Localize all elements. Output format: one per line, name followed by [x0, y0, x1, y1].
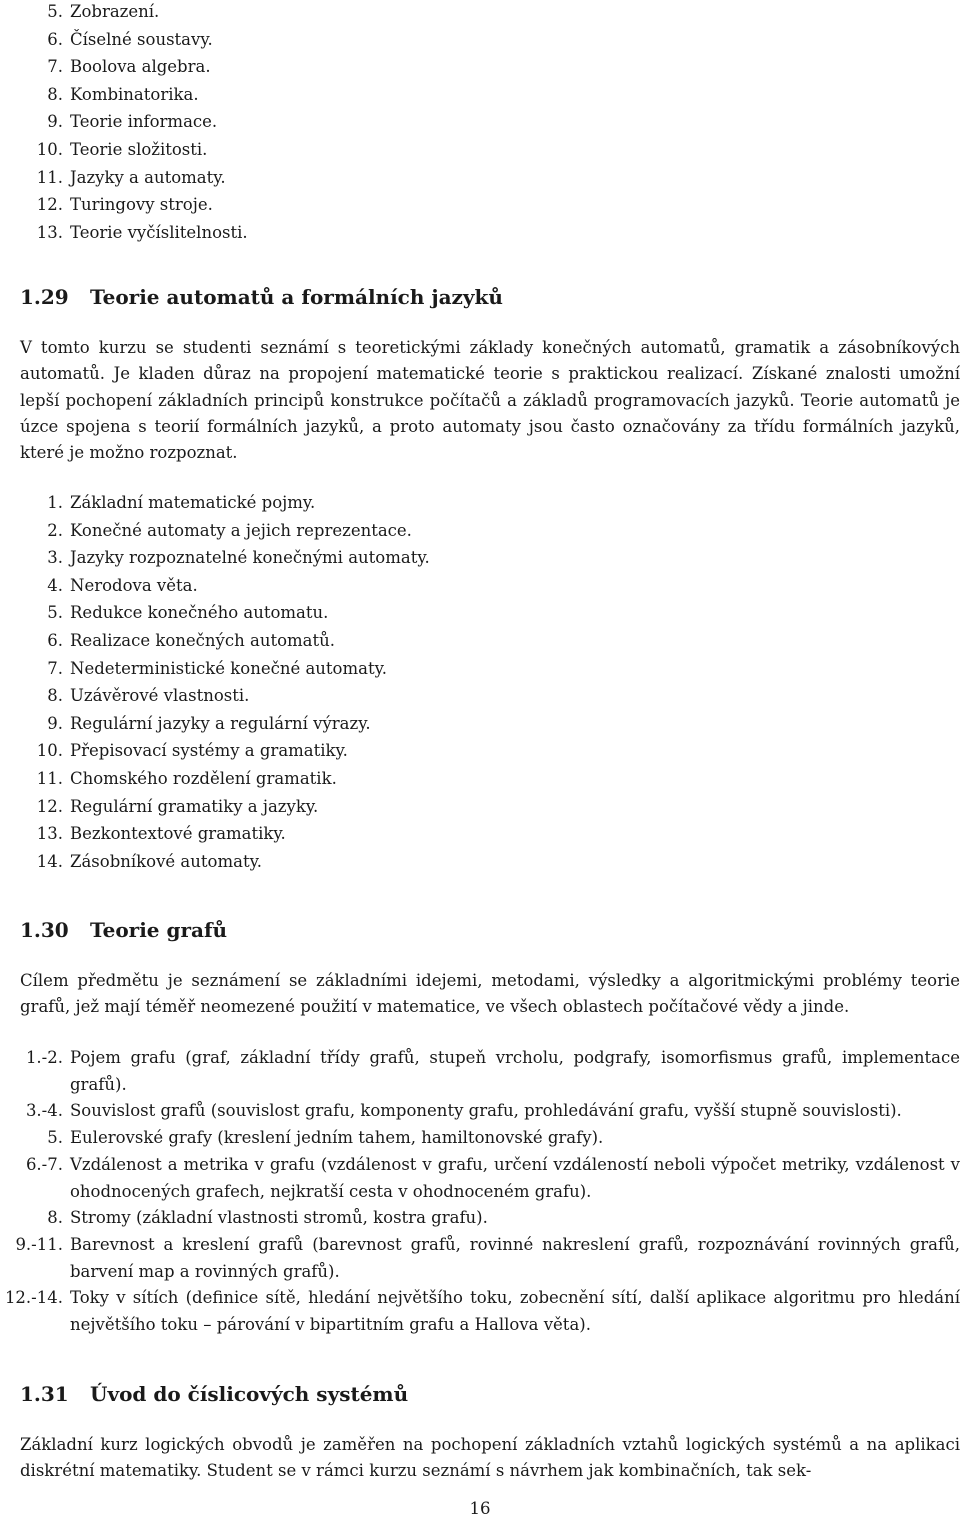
list-item: 8. Kombinatorika.	[47, 84, 199, 104]
list-item: 3. Jazyky rozpoznatelné konečnými automaty.	[47, 548, 430, 568]
list-item: 14. Zásobníkové automaty.	[36, 851, 262, 871]
section-number: 1.30	[20, 918, 69, 942]
list-item: 1.-2. Pojem grafu (graf, základní třídy grafů, stupeň vrcholu, podgrafy, isomorfismus grafů, implementace grafů).	[25, 1048, 960, 1094]
list-item: 12. Turingovy stroje.	[36, 195, 213, 215]
list-item: 3.-4. Souvislost grafů (souvislost grafu, komponenty grafu, prohledávání grafu, vyšší stupně souvislosti).	[25, 1101, 902, 1121]
list-item: 7. Nedeterministické konečné automaty.	[47, 658, 387, 678]
list-item: 8. Stromy (základní vlastnosti stromů, kostra grafu).	[47, 1208, 488, 1228]
list-item: 13. Teorie vyčíslitelnosti.	[36, 222, 248, 242]
list-item: 1. Základní matematické pojmy.	[47, 493, 316, 512]
list-item: 4. Nerodova věta.	[47, 575, 198, 595]
section-number: 1.31	[20, 1382, 69, 1406]
list-item: 10. Teorie složitosti.	[36, 139, 208, 159]
list-item: 8. Uzávěrové vlastnosti.	[47, 686, 250, 706]
section-number: 1.29	[20, 285, 69, 309]
section-title: Úvod do číslicových systémů	[90, 1382, 409, 1406]
section-paragraph: Základní kurz logických obvodů je zaměřen na pochopení základních vztahů logických systémů a na aplikaci diskrétní matematiky. Student se v rámci kurzu seznámí s návrhem jak kombinačních, tak sek-	[20, 1435, 960, 1481]
list-item: 11. Chomského rozdělení gramatik.	[36, 768, 337, 788]
list-item: 7. Boolova algebra.	[47, 57, 211, 77]
list-item: 6. Číselné soustavy.	[47, 29, 213, 49]
list-item: 6.-7. Vzdálenost a metrika v grafu (vzdálenost v grafu, určení vzdáleností neboli výpočet metriky, vzdálenost v ohodnocených grafech, nejkratší cesta v ohodnoceném grafu).	[25, 1154, 960, 1201]
topic-list	[20, 489, 960, 875]
list-item: 2. Konečné automaty a jejich reprezentace.	[47, 520, 412, 540]
list-item: 10. Přepisovací systémy a gramatiky.	[36, 741, 348, 761]
page-number: 16	[469, 1499, 491, 1518]
section-paragraph: Cílem předmětu je seznámení se základními idejemi, metodami, výsledky a algoritmickými problémy teorie grafů, jež mají téměř neomezené použití v matematice, ve všech oblastech počítačové vědy a jinde.	[20, 971, 960, 1017]
topic-list	[4, 1045, 960, 1339]
list-item: 5. Redukce konečného automatu.	[47, 603, 329, 623]
list-item: 12.-14. Toky v sítích (definice sítě, hledání největšího toku, zobecnění sítí, další aplikace algoritmu pro hledání největšího toku – párování v bipartitním grafu a Hallova věta).	[4, 1288, 960, 1335]
list-item: 5. Eulerovské grafy (kreslení jedním tahem, hamiltonovské grafy).	[47, 1128, 604, 1148]
list-item: 9. Teorie informace.	[47, 112, 218, 132]
section-title: Teorie automatů a formálních jazyků	[90, 285, 503, 309]
section-title: Teorie grafů	[90, 918, 228, 942]
list-item: 12. Regulární gramatiky a jazyky.	[36, 796, 319, 816]
section-paragraph: V tomto kurzu se studenti seznámí s teoretickými základy konečných automatů, gramatik a zásobníkových automatů. Je kladen důraz na propojení matematické teorie s praktickou realizací. Získané znalosti umožní lepší pochopení základních principů konstrukce počítačů a základů programovacích jazyků. Teorie automatů je úzce spojena s teorií formálních jazyků, a proto automaty jsou často označovány za třídu formálních jazyků, které je možno rozpoznat.	[20, 338, 960, 463]
list-item: 13. Bezkontextové gramatiky.	[36, 824, 286, 844]
continued-list	[20, 0, 960, 246]
list-item: 11. Jazyky a automaty.	[36, 167, 226, 187]
list-item: 5. Zobrazení.	[47, 2, 160, 21]
list-item: 9. Regulární jazyky a regulární výrazy.	[47, 713, 371, 733]
list-item: 9.-11. Barevnost a kreslení grafů (barevnost grafů, rovinné nakreslení grafů, rozpoznávání rovinných grafů, barvení map a rovinných grafů).	[15, 1234, 960, 1281]
list-item: 6. Realizace konečných automatů.	[47, 630, 335, 650]
